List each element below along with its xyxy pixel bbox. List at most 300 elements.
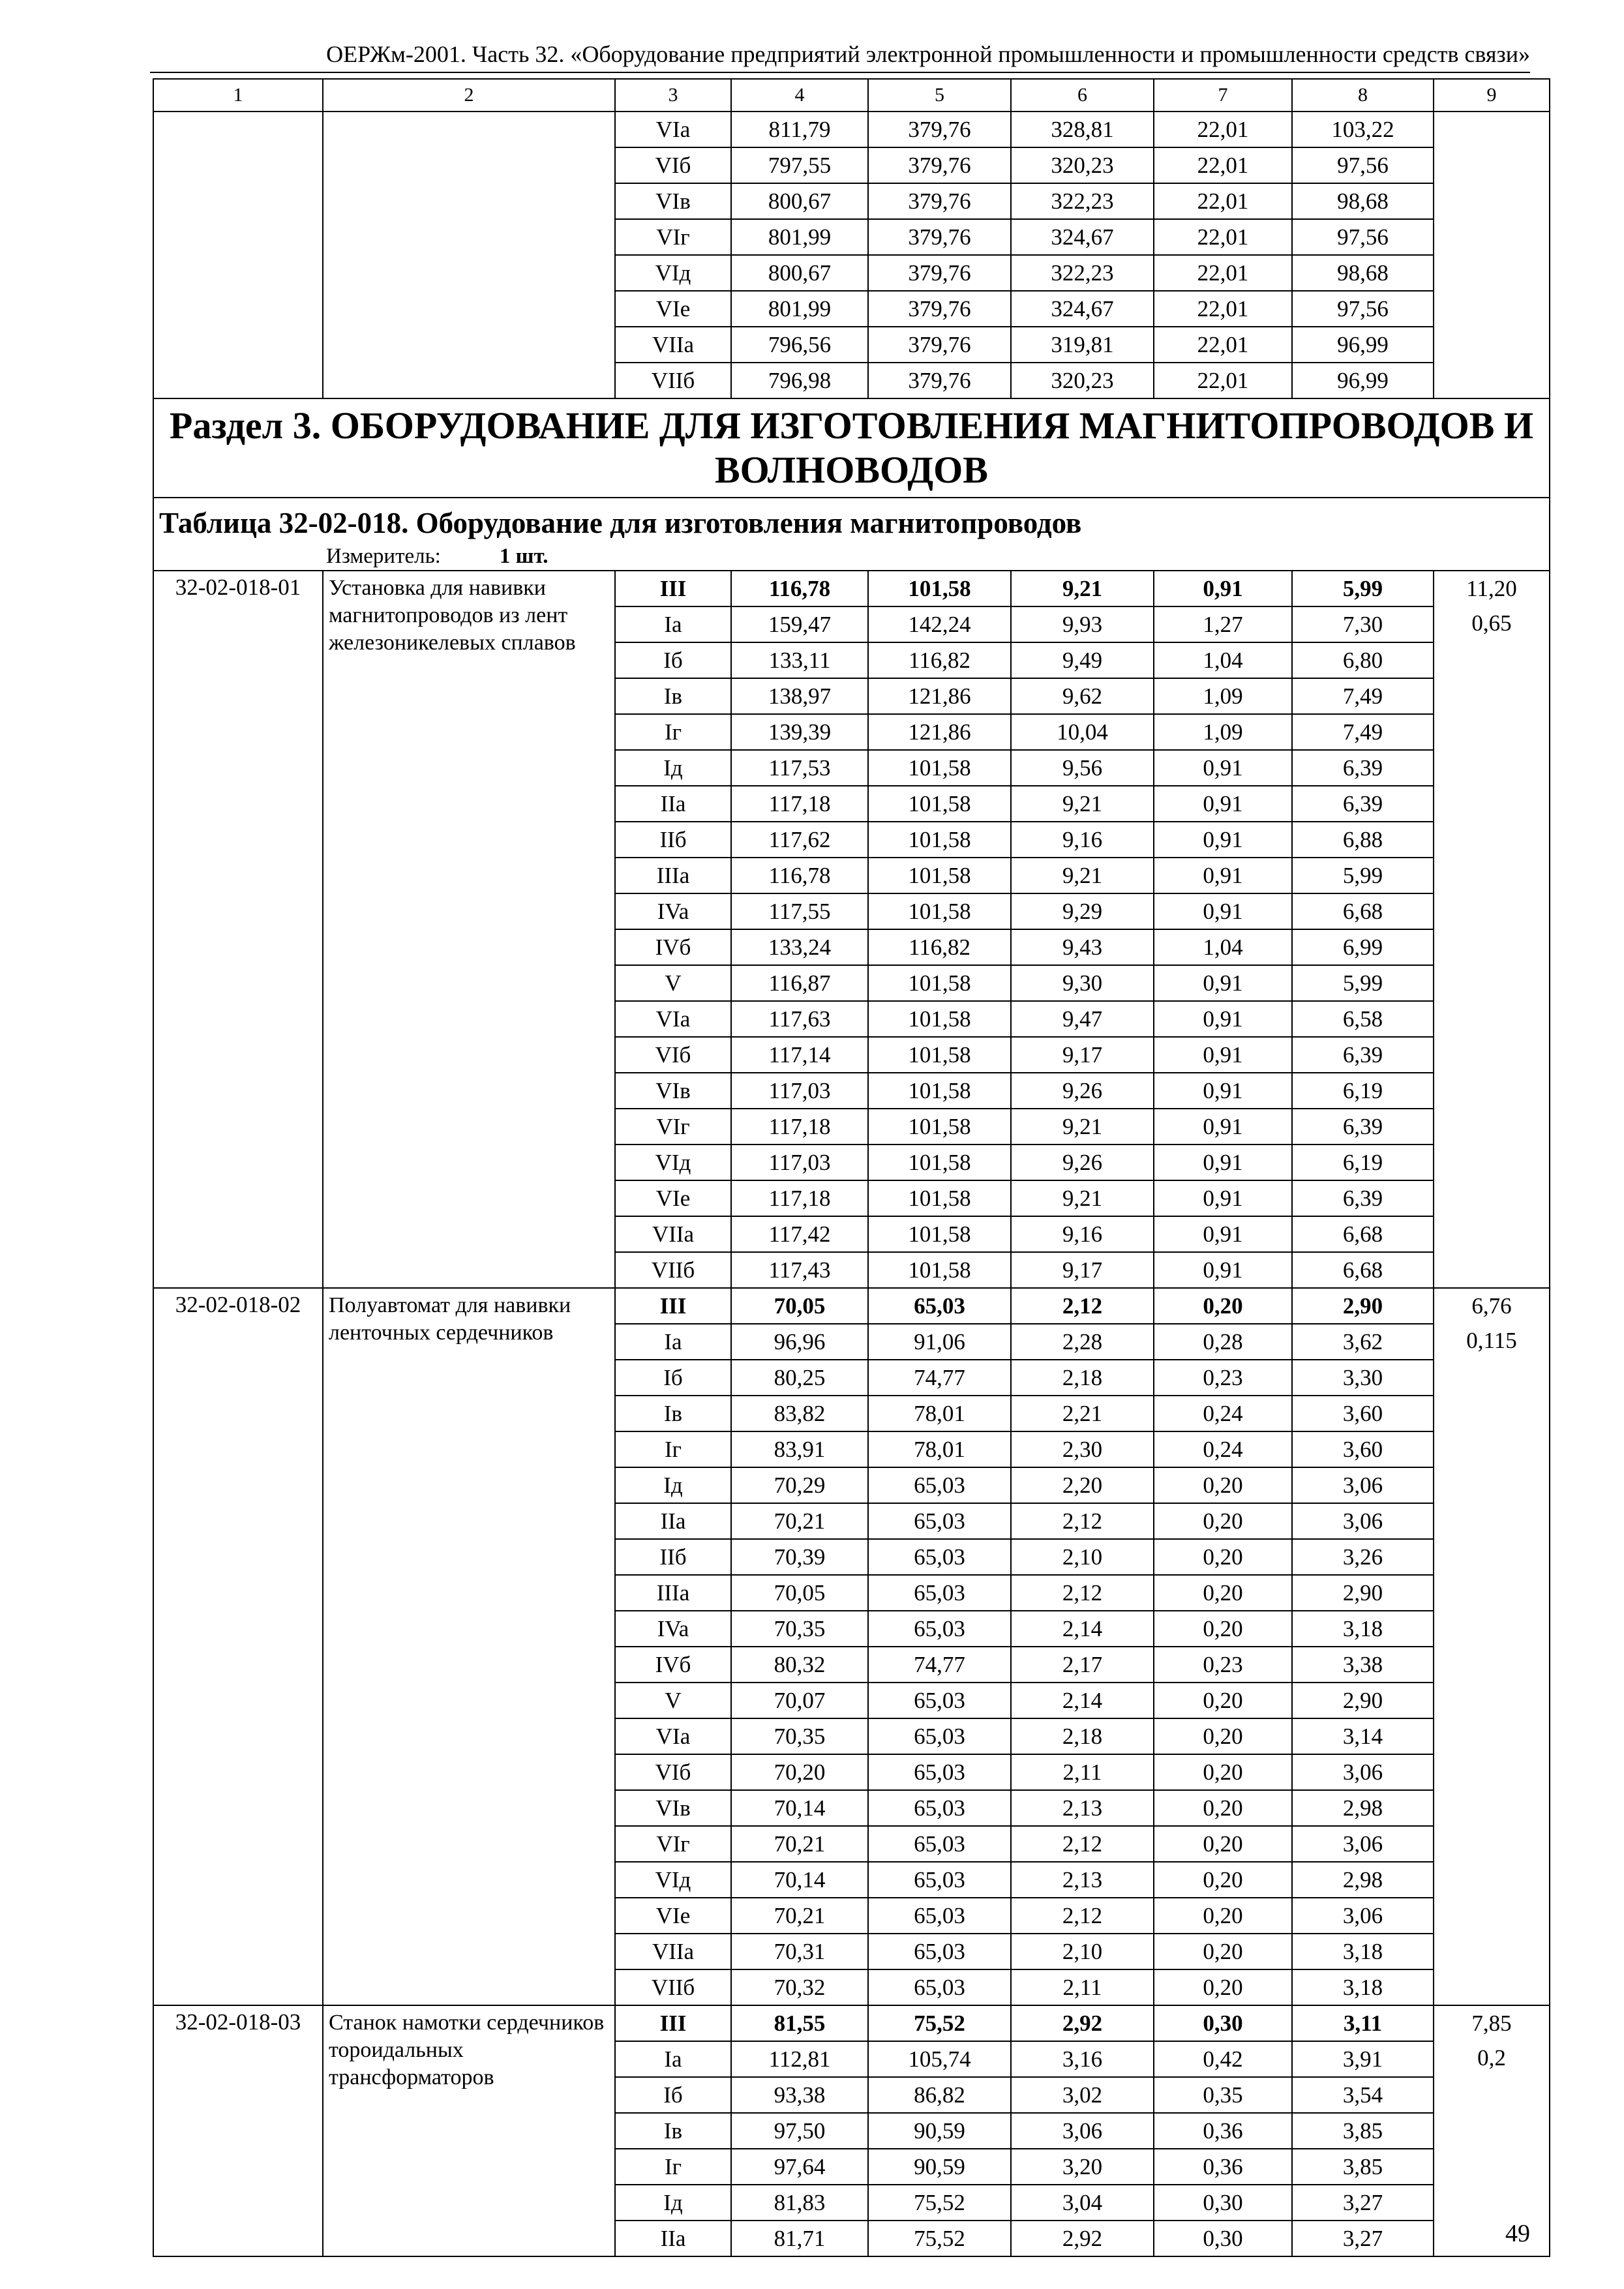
resource-value: 11,20 [1466, 576, 1517, 601]
wages-cell: 65,03 [868, 1683, 1011, 1718]
machinist-wages-cell: 0,20 [1154, 1611, 1292, 1647]
machinist-wages-cell: 0,20 [1154, 1934, 1292, 1969]
machines-cell: 3,04 [1011, 2185, 1154, 2221]
total-cost-cell: 133,24 [731, 929, 868, 965]
total-cost-cell: 139,39 [731, 714, 868, 750]
machinist-wages-cell: 22,01 [1154, 291, 1292, 327]
wages-cell: 74,77 [868, 1647, 1011, 1683]
zone-cell: Iв [615, 1396, 731, 1431]
machinist-wages-cell: 0,91 [1154, 1252, 1292, 1288]
total-cost-cell: 83,91 [731, 1431, 868, 1467]
zone-cell: IVa [615, 893, 731, 929]
zone-cell: IIa [615, 2221, 731, 2256]
zone-cell: VIд [615, 1862, 731, 1898]
wages-cell: 78,01 [868, 1431, 1011, 1467]
total-cost-cell: 70,07 [731, 1683, 868, 1718]
materials-cell: 3,06 [1292, 1467, 1434, 1503]
zone-cell: V [615, 1683, 731, 1718]
machinist-wages-cell: 22,01 [1154, 183, 1292, 219]
machines-cell: 2,92 [1011, 2005, 1154, 2041]
machines-cell: 322,23 [1011, 183, 1154, 219]
machinist-wages-cell: 22,01 [1154, 363, 1292, 398]
machines-cell: 2,13 [1011, 1790, 1154, 1826]
machines-cell: 2,10 [1011, 1539, 1154, 1575]
zone-cell: VIг [615, 219, 731, 255]
materials-cell: 2,98 [1292, 1862, 1434, 1898]
page-header: ОЕРЖм-2001. Часть 32. «Оборудование предприятий электронной промышленности и промышленности средств связи» [326, 41, 1530, 67]
zone-cell: Ia [615, 1324, 731, 1360]
zone-cell: VIг [615, 1109, 731, 1144]
wages-cell: 65,03 [868, 1790, 1011, 1826]
wages-cell: 379,76 [868, 147, 1011, 183]
zone-cell: VIв [615, 1790, 731, 1826]
wages-cell: 65,03 [868, 1862, 1011, 1898]
machinist-wages-cell: 22,01 [1154, 112, 1292, 147]
machines-cell: 9,17 [1011, 1252, 1154, 1288]
wages-cell: 101,58 [868, 822, 1011, 858]
item-code: 32-02-018-02 [153, 1288, 323, 2005]
machinist-wages-cell: 0,91 [1154, 1001, 1292, 1037]
materials-cell: 3,85 [1292, 2113, 1434, 2149]
column-number-cell: 5 [868, 79, 1011, 112]
header-rule [150, 72, 1530, 73]
resource-value: 0,65 [1471, 610, 1512, 636]
zone-cell: VIIa [615, 1934, 731, 1969]
materials-cell: 3,18 [1292, 1934, 1434, 1969]
machinist-wages-cell: 0,20 [1154, 1969, 1292, 2005]
total-cost-cell: 70,32 [731, 1969, 868, 2005]
total-cost-cell: 97,64 [731, 2149, 868, 2185]
machines-cell: 9,29 [1011, 893, 1154, 929]
materials-cell: 3,18 [1292, 1611, 1434, 1647]
materials-cell: 6,80 [1292, 642, 1434, 678]
machinist-wages-cell: 0,91 [1154, 1073, 1292, 1109]
machinist-wages-cell: 0,91 [1154, 1180, 1292, 1216]
machines-cell: 319,81 [1011, 327, 1154, 363]
zone-cell: III [615, 1288, 731, 1324]
machinist-wages-cell: 0,20 [1154, 1575, 1292, 1611]
machinist-wages-cell: 0,23 [1154, 1360, 1292, 1396]
machinist-wages-cell: 0,20 [1154, 1862, 1292, 1898]
machinist-wages-cell: 0,24 [1154, 1396, 1292, 1431]
materials-cell: 3,38 [1292, 1647, 1434, 1683]
total-cost-cell: 117,62 [731, 822, 868, 858]
machines-cell: 2,12 [1011, 1503, 1154, 1539]
wages-cell: 101,58 [868, 1180, 1011, 1216]
machinist-wages-cell: 0,30 [1154, 2221, 1292, 2256]
machines-cell: 9,21 [1011, 786, 1154, 822]
total-cost-cell: 796,56 [731, 327, 868, 363]
machinist-wages-cell: 0,91 [1154, 893, 1292, 929]
machinist-wages-cell: 22,01 [1154, 219, 1292, 255]
wages-cell: 116,82 [868, 929, 1011, 965]
machines-cell: 2,20 [1011, 1467, 1154, 1503]
item-code: 32-02-018-01 [153, 571, 323, 1288]
column-number-cell: 3 [615, 79, 731, 112]
materials-cell: 6,39 [1292, 750, 1434, 786]
machinist-wages-cell: 0,91 [1154, 1109, 1292, 1144]
machines-cell: 324,67 [1011, 219, 1154, 255]
zone-cell: VIe [615, 1180, 731, 1216]
total-cost-cell: 80,25 [731, 1360, 868, 1396]
materials-cell: 7,49 [1292, 678, 1434, 714]
item-name: Станок намотки сердечников тороидальных трансформаторов [323, 2005, 615, 2256]
materials-cell: 3,06 [1292, 1826, 1434, 1862]
machinist-wages-cell: 1,04 [1154, 642, 1292, 678]
machinist-wages-cell: 0,20 [1154, 1826, 1292, 1862]
total-cost-cell: 96,96 [731, 1324, 868, 1360]
machines-cell: 2,14 [1011, 1611, 1154, 1647]
machines-cell: 9,26 [1011, 1073, 1154, 1109]
rates-table [153, 78, 1550, 2257]
wages-cell: 75,52 [868, 2185, 1011, 2221]
zone-cell: Iв [615, 678, 731, 714]
machinist-wages-cell: 1,09 [1154, 678, 1292, 714]
total-cost-cell: 97,50 [731, 2113, 868, 2149]
materials-cell: 3,18 [1292, 1969, 1434, 2005]
machinist-wages-cell: 22,01 [1154, 147, 1292, 183]
materials-cell: 3,30 [1292, 1360, 1434, 1396]
zone-cell: IIIa [615, 858, 731, 893]
machines-cell: 2,17 [1011, 1647, 1154, 1683]
total-cost-cell: 70,14 [731, 1790, 868, 1826]
materials-cell: 3,11 [1292, 2005, 1434, 2041]
wages-cell: 379,76 [868, 363, 1011, 398]
machines-cell: 9,17 [1011, 1037, 1154, 1073]
materials-cell: 6,99 [1292, 929, 1434, 965]
wages-cell: 121,86 [868, 714, 1011, 750]
machines-cell: 9,43 [1011, 929, 1154, 965]
materials-cell: 3,85 [1292, 2149, 1434, 2185]
total-cost-cell: 93,38 [731, 2077, 868, 2113]
materials-cell: 7,30 [1292, 606, 1434, 642]
machinist-wages-cell: 0,20 [1154, 1718, 1292, 1754]
machines-cell: 2,21 [1011, 1396, 1154, 1431]
total-cost-cell: 138,97 [731, 678, 868, 714]
zone-cell: VIв [615, 1073, 731, 1109]
wages-cell: 379,76 [868, 183, 1011, 219]
materials-cell: 96,99 [1292, 327, 1434, 363]
wages-cell: 379,76 [868, 291, 1011, 327]
column-number-cell: 6 [1011, 79, 1154, 112]
wages-cell: 65,03 [868, 1611, 1011, 1647]
total-cost-cell: 117,18 [731, 786, 868, 822]
total-cost-cell: 81,55 [731, 2005, 868, 2041]
materials-cell: 2,90 [1292, 1288, 1434, 1324]
wages-cell: 65,03 [868, 1467, 1011, 1503]
materials-cell: 5,99 [1292, 965, 1434, 1001]
total-cost-cell: 800,67 [731, 255, 868, 291]
machines-cell: 2,30 [1011, 1431, 1154, 1467]
wages-cell: 101,58 [868, 965, 1011, 1001]
wages-cell: 65,03 [868, 1539, 1011, 1575]
machines-cell: 3,16 [1011, 2041, 1154, 2077]
zone-cell: VIIб [615, 1969, 731, 2005]
wages-cell: 65,03 [868, 1934, 1011, 1969]
machinist-wages-cell: 0,20 [1154, 1898, 1292, 1934]
machines-cell: 2,10 [1011, 1934, 1154, 1969]
zone-cell: Iб [615, 642, 731, 678]
machines-cell: 9,47 [1011, 1001, 1154, 1037]
materials-cell: 96,99 [1292, 363, 1434, 398]
zone-cell: IVa [615, 1611, 731, 1647]
machines-cell: 9,26 [1011, 1144, 1154, 1180]
item-name: Полуавтомат для навивки ленточных сердечников [323, 1288, 615, 2005]
section-title-row [153, 398, 1550, 498]
resource-cell [1434, 1288, 1550, 2005]
materials-cell: 6,39 [1292, 1037, 1434, 1073]
machinist-wages-cell: 0,20 [1154, 1503, 1292, 1539]
rates-table-body [153, 79, 1550, 2256]
zone-cell: VIб [615, 147, 731, 183]
total-cost-cell: 116,78 [731, 858, 868, 893]
machines-cell: 2,28 [1011, 1324, 1154, 1360]
item-code: 32-02-018-03 [153, 2005, 323, 2256]
machines-cell: 2,11 [1011, 1754, 1154, 1790]
materials-cell: 3,06 [1292, 1754, 1434, 1790]
meter-value: 1 шт. [499, 545, 549, 568]
zone-cell: IIб [615, 822, 731, 858]
total-cost-cell: 117,42 [731, 1216, 868, 1252]
total-cost-cell: 117,14 [731, 1037, 868, 1073]
total-cost-cell: 117,53 [731, 750, 868, 786]
total-cost-cell: 81,71 [731, 2221, 868, 2256]
machinist-wages-cell: 0,20 [1154, 1539, 1292, 1575]
table-title: Таблица 32-02-018. Оборудование для изготовления магнитопроводов [159, 507, 1082, 539]
item-name: Установка для навивки магнитопроводов из лент железоникелевых сплавов [323, 571, 615, 1288]
zone-cell: VIa [615, 1001, 731, 1037]
total-cost-cell: 70,14 [731, 1862, 868, 1898]
materials-cell: 103,22 [1292, 112, 1434, 147]
total-cost-cell: 117,43 [731, 1252, 868, 1288]
materials-cell: 6,68 [1292, 893, 1434, 929]
column-number-cell: 7 [1154, 79, 1292, 112]
total-cost-cell: 80,32 [731, 1647, 868, 1683]
wages-cell: 65,03 [868, 1288, 1011, 1324]
wages-cell: 101,58 [868, 1001, 1011, 1037]
machines-cell: 9,21 [1011, 858, 1154, 893]
total-cost-cell: 117,03 [731, 1144, 868, 1180]
wages-cell: 65,03 [868, 1503, 1011, 1539]
zone-cell: VIб [615, 1037, 731, 1073]
total-cost-cell: 70,39 [731, 1539, 868, 1575]
machines-cell: 9,62 [1011, 678, 1154, 714]
materials-cell: 3,26 [1292, 1539, 1434, 1575]
materials-cell: 2,98 [1292, 1790, 1434, 1826]
materials-cell: 6,19 [1292, 1073, 1434, 1109]
item-row [153, 1288, 1550, 1324]
wages-cell: 101,58 [868, 750, 1011, 786]
total-cost-cell: 797,55 [731, 147, 868, 183]
machines-cell: 9,56 [1011, 750, 1154, 786]
page-number: 49 [1505, 2220, 1530, 2247]
wages-cell: 86,82 [868, 2077, 1011, 2113]
machines-cell: 9,21 [1011, 1109, 1154, 1144]
zone-cell: V [615, 965, 731, 1001]
wages-cell: 74,77 [868, 1360, 1011, 1396]
continuation-row [153, 112, 1550, 147]
machines-cell: 2,12 [1011, 1288, 1154, 1324]
item-row [153, 2005, 1550, 2041]
zone-cell: VIIa [615, 1216, 731, 1252]
machinist-wages-cell: 0,91 [1154, 822, 1292, 858]
zone-cell: VIв [615, 183, 731, 219]
machines-cell: 2,13 [1011, 1862, 1154, 1898]
wages-cell: 75,52 [868, 2221, 1011, 2256]
zone-cell: Iг [615, 2149, 731, 2185]
machines-cell: 10,04 [1011, 714, 1154, 750]
machines-cell: 2,18 [1011, 1718, 1154, 1754]
machinist-wages-cell: 0,20 [1154, 1683, 1292, 1718]
zone-cell: III [615, 2005, 731, 2041]
wages-cell: 116,82 [868, 642, 1011, 678]
resource-value: 0,115 [1466, 1328, 1517, 1353]
materials-cell: 6,39 [1292, 1109, 1434, 1144]
machines-cell: 320,23 [1011, 363, 1154, 398]
wages-cell: 65,03 [868, 1754, 1011, 1790]
wages-cell: 101,58 [868, 858, 1011, 893]
total-cost-cell: 70,21 [731, 1898, 868, 1934]
table-title-cell [153, 498, 1550, 571]
machines-cell: 322,23 [1011, 255, 1154, 291]
wages-cell: 101,58 [868, 1109, 1011, 1144]
zone-cell: Iд [615, 2185, 731, 2221]
machinist-wages-cell: 0,91 [1154, 1144, 1292, 1180]
wages-cell: 75,52 [868, 2005, 1011, 2041]
table-title-row [153, 498, 1550, 571]
materials-cell: 2,90 [1292, 1575, 1434, 1611]
code-cell [153, 112, 323, 398]
wages-cell: 379,76 [868, 112, 1011, 147]
machines-cell: 9,49 [1011, 642, 1154, 678]
materials-cell: 3,06 [1292, 1503, 1434, 1539]
resource-value: 7,85 [1471, 2011, 1512, 2036]
wages-cell: 121,86 [868, 678, 1011, 714]
zone-cell: VIIб [615, 1252, 731, 1288]
total-cost-cell: 83,82 [731, 1396, 868, 1431]
wages-cell: 101,58 [868, 571, 1011, 606]
zone-cell: VIa [615, 1718, 731, 1754]
machines-cell: 2,92 [1011, 2221, 1154, 2256]
wages-cell: 65,03 [868, 1718, 1011, 1754]
total-cost-cell: 70,29 [731, 1467, 868, 1503]
machinist-wages-cell: 1,04 [1154, 929, 1292, 965]
materials-cell: 3,14 [1292, 1718, 1434, 1754]
total-cost-cell: 70,05 [731, 1575, 868, 1611]
machinist-wages-cell: 0,30 [1154, 2005, 1292, 2041]
zone-cell: IIIa [615, 1575, 731, 1611]
wages-cell: 65,03 [868, 1898, 1011, 1934]
total-cost-cell: 70,31 [731, 1934, 868, 1969]
total-cost-cell: 811,79 [731, 112, 868, 147]
materials-cell: 6,39 [1292, 786, 1434, 822]
machinist-wages-cell: 22,01 [1154, 327, 1292, 363]
materials-cell: 97,56 [1292, 291, 1434, 327]
total-cost-cell: 117,03 [731, 1073, 868, 1109]
wages-cell: 142,24 [868, 606, 1011, 642]
wages-cell: 65,03 [868, 1969, 1011, 2005]
wages-cell: 78,01 [868, 1396, 1011, 1431]
machines-cell: 9,16 [1011, 822, 1154, 858]
section-title: Раздел 3. ОБОРУДОВАНИЕ ДЛЯ ИЗГОТОВЛЕНИЯ МАГНИТОПРОВОДОВ И ВОЛНОВОДОВ [153, 398, 1550, 498]
machinist-wages-cell: 0,91 [1154, 1037, 1292, 1073]
materials-cell: 5,99 [1292, 858, 1434, 893]
machinist-wages-cell: 0,91 [1154, 750, 1292, 786]
wages-cell: 101,58 [868, 1073, 1011, 1109]
materials-cell: 3,27 [1292, 2221, 1434, 2256]
resource-cell [1434, 112, 1550, 398]
total-cost-cell: 70,35 [731, 1718, 868, 1754]
total-cost-cell: 70,05 [731, 1288, 868, 1324]
machines-cell: 2,12 [1011, 1826, 1154, 1862]
materials-cell: 3,60 [1292, 1396, 1434, 1431]
resource-value: 6,76 [1471, 1293, 1512, 1319]
machinist-wages-cell: 0,23 [1154, 1647, 1292, 1683]
machinist-wages-cell: 0,91 [1154, 571, 1292, 606]
materials-cell: 98,68 [1292, 183, 1434, 219]
machines-cell: 3,06 [1011, 2113, 1154, 2149]
zone-cell: VIг [615, 1826, 731, 1862]
materials-cell: 3,60 [1292, 1431, 1434, 1467]
materials-cell: 3,62 [1292, 1324, 1434, 1360]
zone-cell: Iб [615, 2077, 731, 2113]
machinist-wages-cell: 0,91 [1154, 786, 1292, 822]
zone-cell: Ia [615, 2041, 731, 2077]
machines-cell: 2,18 [1011, 1360, 1154, 1396]
machinist-wages-cell: 0,36 [1154, 2113, 1292, 2149]
zone-cell: III [615, 571, 731, 606]
total-cost-cell: 81,83 [731, 2185, 868, 2221]
machinist-wages-cell: 22,01 [1154, 255, 1292, 291]
zone-cell: VIe [615, 291, 731, 327]
materials-cell: 97,56 [1292, 219, 1434, 255]
machines-cell: 9,93 [1011, 606, 1154, 642]
zone-cell: IIa [615, 786, 731, 822]
column-number-cell: 2 [323, 79, 615, 112]
column-number-cell: 9 [1434, 79, 1550, 112]
machines-cell: 9,16 [1011, 1216, 1154, 1252]
total-cost-cell: 159,47 [731, 606, 868, 642]
item-row [153, 571, 1550, 606]
materials-cell: 3,27 [1292, 2185, 1434, 2221]
zone-cell: Iд [615, 1467, 731, 1503]
total-cost-cell: 70,21 [731, 1503, 868, 1539]
total-cost-cell: 116,87 [731, 965, 868, 1001]
zone-cell: VIa [615, 112, 731, 147]
machinist-wages-cell: 0,91 [1154, 1216, 1292, 1252]
machinist-wages-cell: 0,91 [1154, 965, 1292, 1001]
zone-cell: Ia [615, 606, 731, 642]
zone-cell: Iг [615, 1431, 731, 1467]
machinist-wages-cell: 0,30 [1154, 2185, 1292, 2221]
machinist-wages-cell: 0,35 [1154, 2077, 1292, 2113]
machines-cell: 2,14 [1011, 1683, 1154, 1718]
zone-cell: IIб [615, 1539, 731, 1575]
total-cost-cell: 796,98 [731, 363, 868, 398]
machinist-wages-cell: 0,24 [1154, 1431, 1292, 1467]
machines-cell: 2,12 [1011, 1898, 1154, 1934]
zone-cell: VIб [615, 1754, 731, 1790]
materials-cell: 6,88 [1292, 822, 1434, 858]
total-cost-cell: 70,21 [731, 1826, 868, 1862]
wages-cell: 65,03 [868, 1826, 1011, 1862]
total-cost-cell: 117,63 [731, 1001, 868, 1037]
wages-cell: 101,58 [868, 1144, 1011, 1180]
wages-cell: 105,74 [868, 2041, 1011, 2077]
wages-cell: 379,76 [868, 255, 1011, 291]
column-number-cell: 4 [731, 79, 868, 112]
zone-cell: VIд [615, 255, 731, 291]
